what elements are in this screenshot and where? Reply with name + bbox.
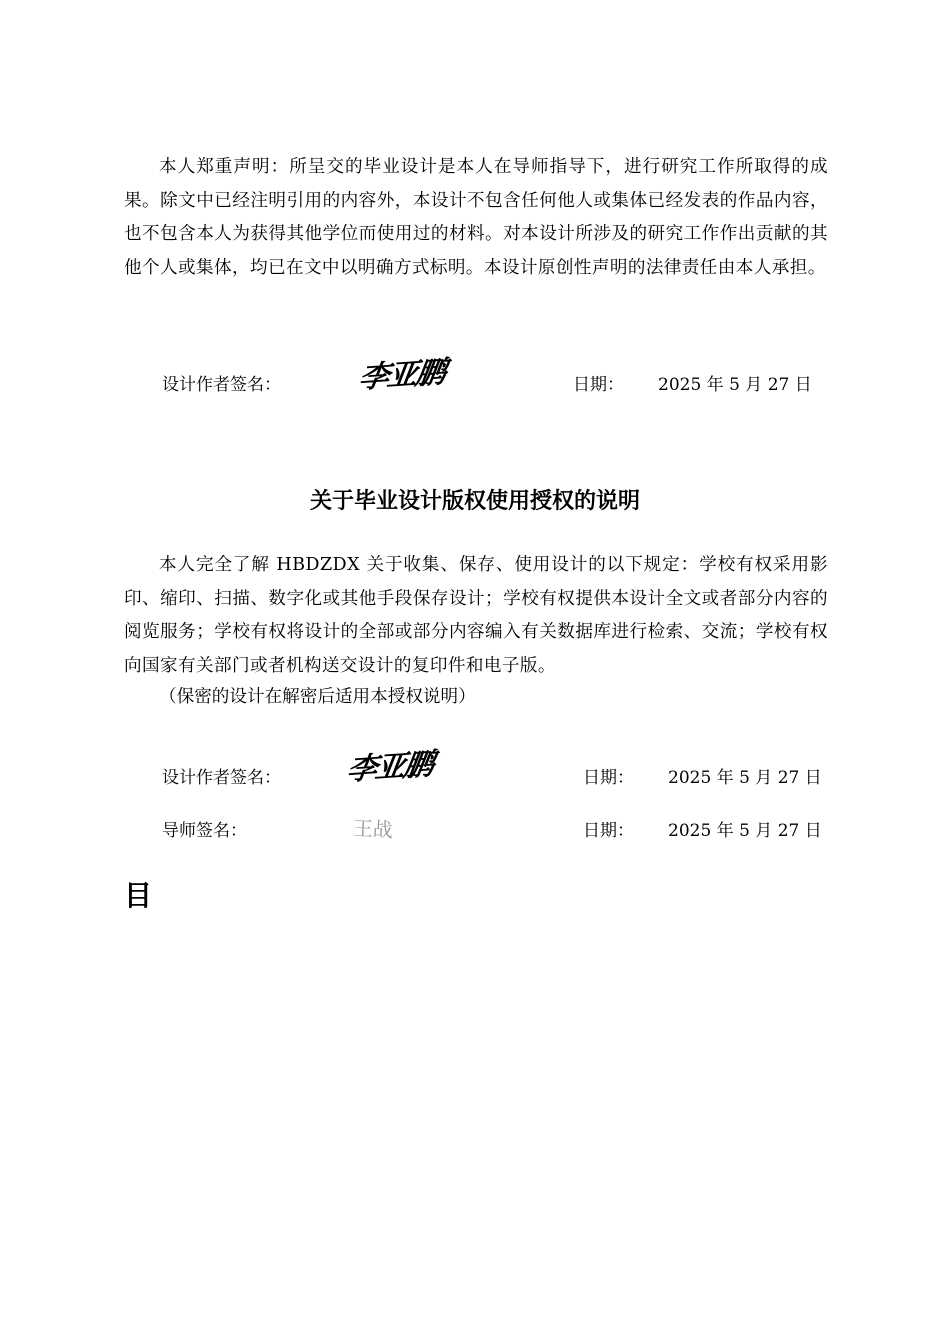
authorization-text: 本人完全了解 HBDZDX 关于收集、保存、使用设计的以下规定：学校有权采用影印、缩印、扫描、数字化或其他手段保存设计；学校有权提供本设计全文或者部分内容的阅览服务；学校有权将设计的全部或部分内容编入有关数据库进行检索、交流；学校有权向国家有关部门或者机构送交设计的复印件和电子版。 xyxy=(124,555,828,676)
author-signature-label: 设计作者签名： xyxy=(162,768,281,788)
date-value: 2025 年 5 月 27 日 xyxy=(668,821,822,841)
date-label: 日期： xyxy=(583,768,634,788)
date-value: 2025 年 5 月 27 日 xyxy=(668,768,822,788)
date-label: 日期： xyxy=(573,375,624,395)
authorization-title: 关于毕业设计版权使用授权的说明 xyxy=(309,489,640,514)
toc-heading: 目 xyxy=(124,879,153,912)
confidential-note: （保密的设计在解密后适用本授权说明） xyxy=(159,687,476,707)
author-signature-label: 设计作者签名： xyxy=(162,375,281,395)
advisor-signature: 王战 xyxy=(352,815,394,843)
date-label: 日期： xyxy=(583,821,634,841)
author-signature: 李亚鹏 xyxy=(344,747,435,788)
author-signature: 李亚鹏 xyxy=(356,355,447,396)
date-value: 2025 年 5 月 27 日 xyxy=(658,375,812,395)
advisor-signature-label: 导师签名： xyxy=(162,821,247,841)
originality-declaration: 本人郑重声明：所呈交的毕业设计是本人在导师指导下，进行研究工作所取得的成果。除文中已经注明引用的内容外，本设计不包含任何他人或集体已经发表的作品内容，也不包含本人为获得其他学位而使用过的材料。对本设计所涉及的研究工作作出贡献的其他个人或集体，均已在文中以明确方式标明。本设计原创性声明的法律责任由本人承担。 xyxy=(124,157,828,278)
